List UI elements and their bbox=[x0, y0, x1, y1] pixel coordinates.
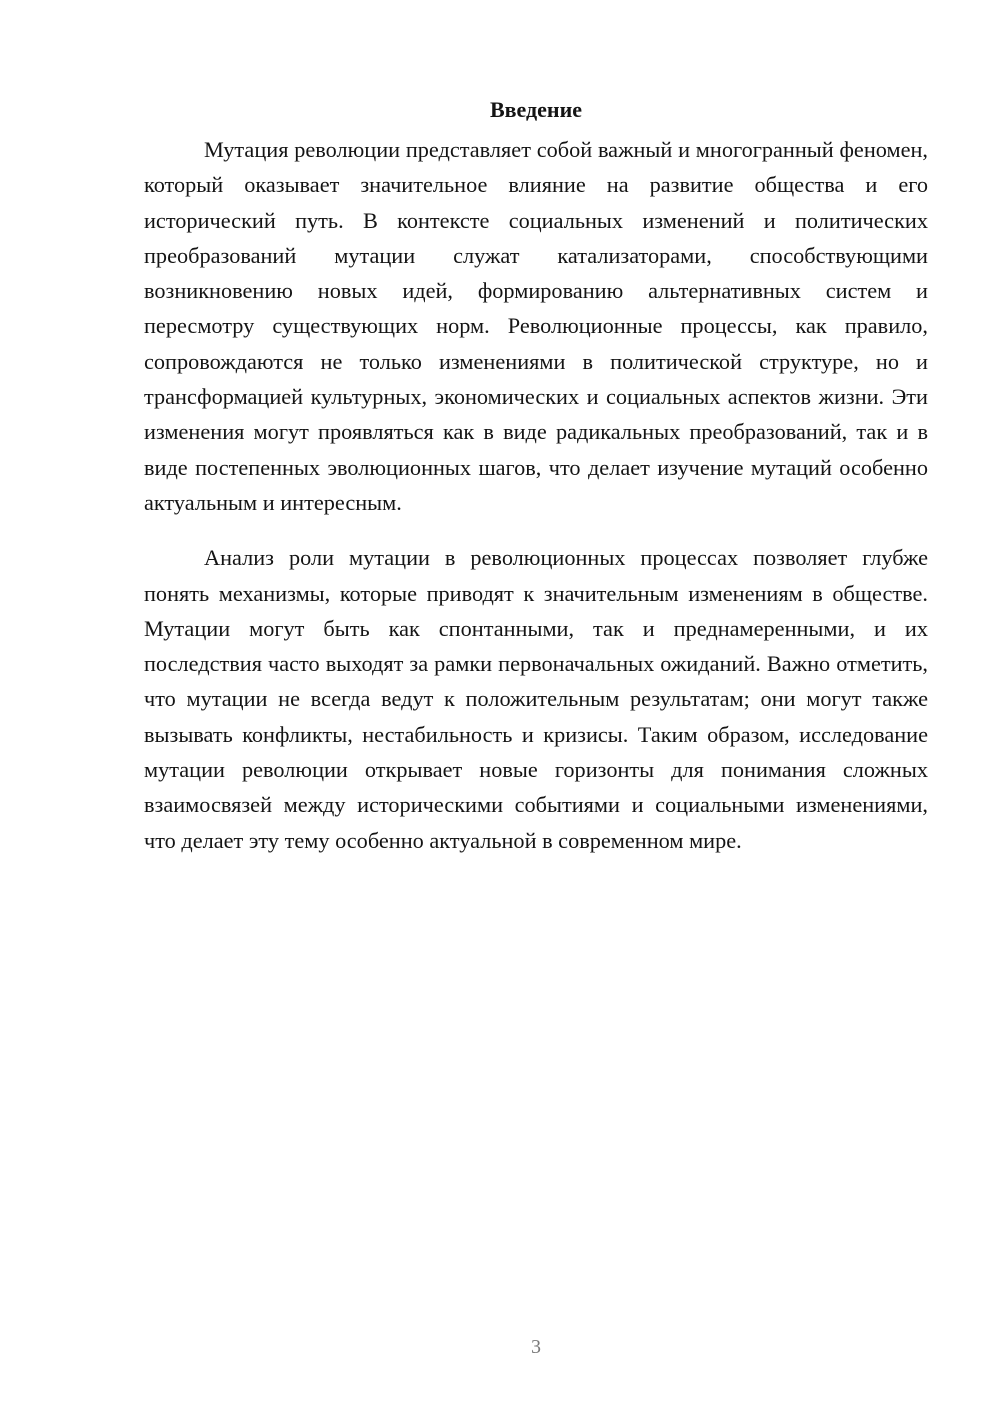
paragraph: Анализ роли мутации в революционных процессах позволяет глубже понять механизмы, которые приводят к значительным изменениям в обществе. Мутации могут быть как спонтанными, так и преднамеренными, и их последствия часто выходят за рамки первоначальных ожиданий. Важно отметить, что мутации не всегда ведут к положительным результатам; они могут также вызывать конфликты, нестабильность и кризисы. Таким образом, исследование мутации революции открывает новые горизонты для понимания сложных взаимосвязей между историческими событиями и социальными изменениями, что делает эту тему особенно актуальной в современном мире. bbox=[144, 545, 928, 853]
paragraph: Мутация революции представляет собой важный и многогранный феномен, который оказывает значительное влияние на развитие общества и его исторический путь. В контексте социальных изменений и политических преобразований мутации служат катализаторами, способствующими возникновению новых идей, формированию альтернативных систем и пересмотру существующих норм. Революционные процессы, как правило, сопровождаются не только изменениями в политической структуре, но и трансформацией культурных, экономических и социальных аспектов жизни. Эти изменения могут проявляться как в виде радикальных преобразований, так и в виде постепенных эволюционных шагов, что делает изучение мутаций особенно актуальным и интересным. bbox=[144, 137, 928, 515]
page-number: 3 bbox=[531, 1336, 541, 1358]
page-content bbox=[144, 92, 928, 858]
section-title: Введение bbox=[489, 97, 583, 122]
